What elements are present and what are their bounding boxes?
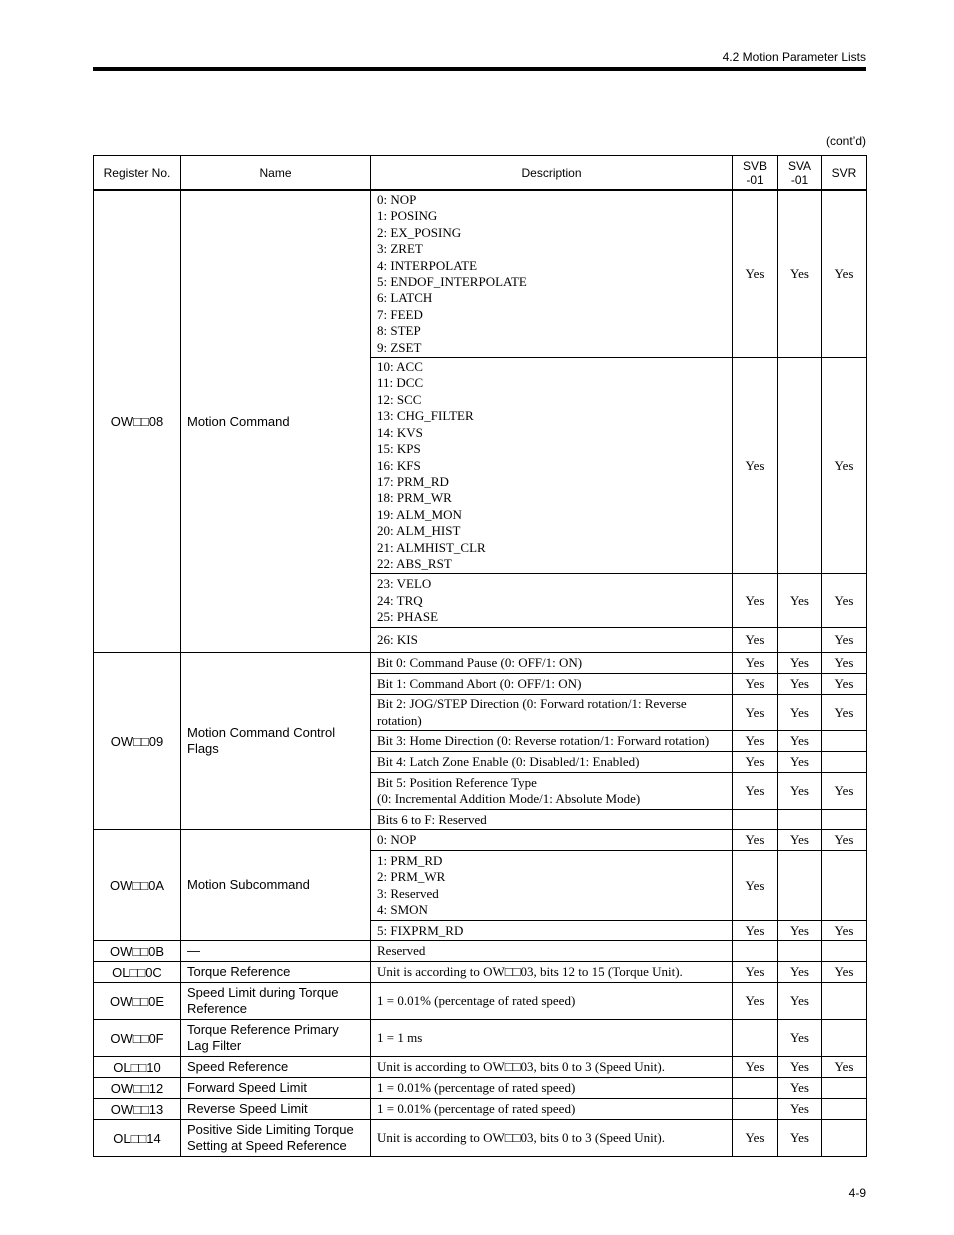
svr-support-cell — [822, 1120, 867, 1157]
description-cell — [371, 983, 733, 1020]
svb-support-cell — [733, 1020, 778, 1057]
svb-support-cell: Yes — [733, 921, 778, 941]
description-cell — [371, 1120, 733, 1157]
parameter-name-cell: Motion Command Control Flags — [181, 653, 371, 830]
description-line: (0: Incremental Addition Mode/1: Absolute Mode) — [377, 791, 641, 807]
description-cell — [371, 358, 733, 574]
description-cell — [371, 921, 733, 941]
svb-support-cell: Yes — [733, 190, 778, 358]
header-rule — [93, 67, 866, 71]
sva-support-cell: Yes — [778, 190, 822, 358]
col-header-register: Register No. — [94, 156, 181, 191]
table-row — [94, 653, 867, 674]
description-line: 19: ALM_MON — [377, 506, 462, 522]
sva-support-cell — [778, 851, 822, 921]
svr-support-cell: Yes — [822, 574, 867, 628]
parameter-name-cell: Motion Subcommand — [181, 830, 371, 941]
parameter-name-cell: — — [181, 941, 371, 962]
description-cell — [371, 731, 733, 752]
table-row — [94, 1020, 867, 1057]
table-header-row — [94, 156, 867, 191]
svr-support-cell — [822, 810, 867, 830]
register-number-cell: OL□□0C — [94, 962, 181, 983]
register-number-cell: OW□□0A — [94, 830, 181, 941]
svb-support-cell: Yes — [733, 674, 778, 695]
svr-support-cell — [822, 851, 867, 921]
svb-support-cell: Yes — [733, 695, 778, 731]
description-line: 4: SMON — [377, 902, 428, 918]
description-line: 21: ALMHIST_CLR — [377, 539, 486, 555]
description-cell — [371, 1057, 733, 1078]
sva-support-cell: Yes — [778, 830, 822, 851]
description-cell — [371, 574, 733, 628]
description-line: Bit 3: Home Direction (0: Reverse rotation/1: Forward rotation) — [377, 733, 710, 749]
table-row — [94, 1057, 867, 1078]
register-number-cell: OL□□10 — [94, 1057, 181, 1078]
description-line: 24: TRQ — [377, 592, 423, 608]
description-line: 1 = 0.01% (percentage of rated speed) — [377, 1080, 576, 1096]
sva-support-cell — [778, 358, 822, 574]
svr-support-cell — [822, 752, 867, 773]
description-line: Bit 4: Latch Zone Enable (0: Disabled/1: Enabled) — [377, 754, 640, 770]
description-line: 23: VELO — [377, 576, 432, 592]
svb-support-cell: Yes — [733, 830, 778, 851]
svr-support-cell — [822, 941, 867, 962]
description-line: rotation) — [377, 712, 422, 728]
description-line: 7: FEED — [377, 306, 423, 322]
parameter-name-cell: Reverse Speed Limit — [181, 1099, 371, 1120]
description-line: 15: KPS — [377, 441, 421, 457]
svb-support-cell — [733, 1099, 778, 1120]
description-line: 5: ENDOF_INTERPOLATE — [377, 274, 527, 290]
description-cell — [371, 752, 733, 773]
description-line: 2: EX_POSING — [377, 224, 462, 240]
svb-support-cell: Yes — [733, 358, 778, 574]
description-line: 1: POSING — [377, 208, 438, 224]
col-header-sva: SVA -01 — [778, 156, 822, 191]
table-row — [94, 1078, 867, 1099]
description-line: Unit is according to OW□□03, bits 0 to 3 (Speed Unit). — [377, 1130, 665, 1146]
svb-support-cell — [733, 941, 778, 962]
description-line: 17: PRM_RD — [377, 473, 449, 489]
sva-support-cell: Yes — [778, 1099, 822, 1120]
svb-support-cell: Yes — [733, 653, 778, 674]
sva-support-cell: Yes — [778, 1078, 822, 1099]
table-row — [94, 962, 867, 983]
description-cell — [371, 695, 733, 731]
svb-support-cell: Yes — [733, 983, 778, 1020]
description-line: Unit is according to OW□□03, bits 0 to 3 (Speed Unit). — [377, 1059, 665, 1075]
sva-support-cell: Yes — [778, 695, 822, 731]
description-line: 1 = 0.01% (percentage of rated speed) — [377, 993, 576, 1009]
svr-support-cell: Yes — [822, 190, 867, 358]
svb-support-cell — [733, 1078, 778, 1099]
motion-parameter-table — [93, 155, 867, 1157]
svb-support-cell: Yes — [733, 1057, 778, 1078]
register-number-cell: OW□□13 — [94, 1099, 181, 1120]
description-line: 16: KFS — [377, 457, 421, 473]
description-line: 1 = 0.01% (percentage of rated speed) — [377, 1101, 576, 1117]
description-cell — [371, 653, 733, 674]
description-cell — [371, 190, 733, 358]
description-line: 13: CHG_FILTER — [377, 408, 474, 424]
table-row — [94, 1099, 867, 1120]
table-row — [94, 941, 867, 962]
svr-support-cell — [822, 731, 867, 752]
description-cell — [371, 773, 733, 810]
svb-support-cell: Yes — [733, 962, 778, 983]
description-line: 8: STEP — [377, 323, 421, 339]
sva-support-cell: Yes — [778, 653, 822, 674]
svr-support-cell: Yes — [822, 773, 867, 810]
description-line: 20: ALM_HIST — [377, 523, 461, 539]
parameter-name-cell: Torque Reference — [181, 962, 371, 983]
table-row — [94, 830, 867, 851]
description-line: Bit 2: JOG/STEP Direction (0: Forward rotation/1: Reverse — [377, 696, 687, 712]
description-cell — [371, 962, 733, 983]
svr-support-cell — [822, 1078, 867, 1099]
parameter-name-cell: Speed Limit during Torque Reference — [181, 983, 371, 1020]
description-line: 1: PRM_RD — [377, 853, 443, 869]
description-cell — [371, 674, 733, 695]
svr-support-cell: Yes — [822, 628, 867, 653]
svr-support-cell — [822, 1099, 867, 1120]
svr-support-cell — [822, 983, 867, 1020]
page-number: 4-9 — [848, 1186, 866, 1200]
register-number-cell: OW□□0B — [94, 941, 181, 962]
table-row — [94, 1120, 867, 1157]
register-number-cell: OW□□12 — [94, 1078, 181, 1099]
sva-support-cell: Yes — [778, 674, 822, 695]
register-number-cell: OW□□08 — [94, 190, 181, 653]
description-line: 3: Reserved — [377, 885, 439, 901]
description-line: Unit is according to OW□□03, bits 12 to 15 (Torque Unit). — [377, 964, 683, 980]
description-line: 14: KVS — [377, 424, 423, 440]
description-line: 11: DCC — [377, 375, 424, 391]
parameter-name-cell: Positive Side Limiting Torque Setting at Speed Reference — [181, 1120, 371, 1157]
sva-support-cell: Yes — [778, 983, 822, 1020]
sva-support-cell: Yes — [778, 731, 822, 752]
svb-support-cell: Yes — [733, 731, 778, 752]
sva-support-cell: Yes — [778, 1057, 822, 1078]
description-line: Bits 6 to F: Reserved — [377, 811, 487, 827]
description-cell — [371, 830, 733, 851]
col-header-description: Description — [371, 156, 733, 191]
svb-support-cell — [733, 810, 778, 830]
col-header-svb: SVB -01 — [733, 156, 778, 191]
description-line: 3: ZRET — [377, 241, 423, 257]
description-line: 1 = 1 ms — [377, 1030, 423, 1046]
table-row — [94, 983, 867, 1020]
description-cell — [371, 810, 733, 830]
description-cell — [371, 851, 733, 921]
description-line: 4: INTERPOLATE — [377, 257, 478, 273]
parameter-name-cell: Torque Reference Primary Lag Filter — [181, 1020, 371, 1057]
register-number-cell: OW□□0E — [94, 983, 181, 1020]
sva-support-cell — [778, 941, 822, 962]
sva-support-cell: Yes — [778, 752, 822, 773]
description-line: Bit 5: Position Reference Type — [377, 774, 537, 790]
sva-support-cell — [778, 810, 822, 830]
table-row — [94, 190, 867, 358]
section-header: 4.2 Motion Parameter Lists — [722, 50, 866, 64]
description-line: 6: LATCH — [377, 290, 433, 306]
svb-support-cell: Yes — [733, 574, 778, 628]
svr-support-cell — [822, 1020, 867, 1057]
description-line: 12: SCC — [377, 391, 422, 407]
description-line: Bit 0: Command Pause (0: OFF/1: ON) — [377, 655, 583, 671]
svr-support-cell: Yes — [822, 358, 867, 574]
svb-support-cell: Yes — [733, 773, 778, 810]
col-header-name: Name — [181, 156, 371, 191]
description-line: 0: NOP — [377, 832, 417, 848]
svb-support-cell: Yes — [733, 851, 778, 921]
description-line: 10: ACC — [377, 359, 423, 375]
description-line: 2: PRM_WR — [377, 869, 446, 885]
description-line: 26: KIS — [377, 632, 418, 648]
sva-support-cell: Yes — [778, 773, 822, 810]
svr-support-cell: Yes — [822, 653, 867, 674]
svb-support-cell: Yes — [733, 1120, 778, 1157]
svr-support-cell: Yes — [822, 921, 867, 941]
svr-support-cell: Yes — [822, 830, 867, 851]
svr-support-cell: Yes — [822, 1057, 867, 1078]
svr-support-cell: Yes — [822, 962, 867, 983]
col-header-svr: SVR — [822, 156, 867, 191]
register-number-cell: OL□□14 — [94, 1120, 181, 1157]
svr-support-cell: Yes — [822, 674, 867, 695]
description-line: Bit 1: Command Abort (0: OFF/1: ON) — [377, 676, 582, 692]
sva-support-cell: Yes — [778, 962, 822, 983]
description-cell — [371, 1099, 733, 1120]
continued-label: (cont’d) — [825, 134, 866, 148]
sva-support-cell: Yes — [778, 1120, 822, 1157]
parameter-name-cell: Motion Command — [181, 190, 371, 653]
description-line: 25: PHASE — [377, 609, 439, 625]
sva-support-cell: Yes — [778, 921, 822, 941]
description-line: 5: FIXPRM_RD — [377, 922, 464, 938]
register-number-cell: OW□□0F — [94, 1020, 181, 1057]
description-line: Reserved — [377, 943, 426, 959]
svb-support-cell: Yes — [733, 628, 778, 653]
description-cell — [371, 628, 733, 653]
description-cell — [371, 941, 733, 962]
description-line: 0: NOP — [377, 192, 417, 207]
table-body — [94, 190, 867, 1157]
description-line: 22: ABS_RST — [377, 555, 452, 571]
parameter-name-cell: Forward Speed Limit — [181, 1078, 371, 1099]
parameter-name-cell: Speed Reference — [181, 1057, 371, 1078]
register-number-cell: OW□□09 — [94, 653, 181, 830]
svb-support-cell: Yes — [733, 752, 778, 773]
description-cell — [371, 1020, 733, 1057]
description-line: 18: PRM_WR — [377, 490, 452, 506]
description-line: 9: ZSET — [377, 339, 422, 355]
description-cell — [371, 1078, 733, 1099]
sva-support-cell: Yes — [778, 1020, 822, 1057]
svr-support-cell: Yes — [822, 695, 867, 731]
sva-support-cell: Yes — [778, 574, 822, 628]
sva-support-cell — [778, 628, 822, 653]
